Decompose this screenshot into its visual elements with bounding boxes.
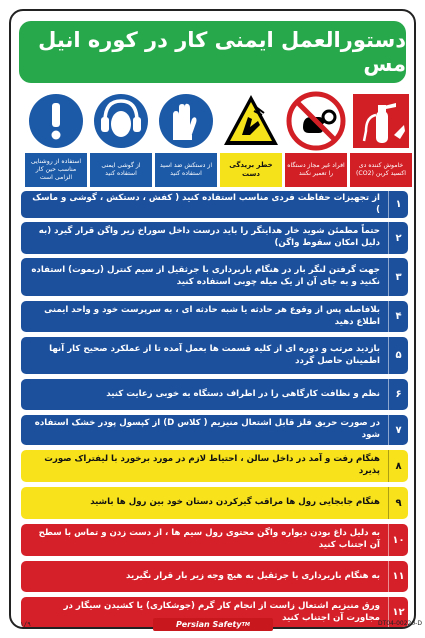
rule-text: جهت گرفتن لنگر بار در هنگام باربرداری با جرثقیل از سیم کنترل (ریموت) استفاده نکنید و به جای آن از یک میله چوبی استفاده کنید bbox=[31, 265, 380, 287]
rule-number: ۶ bbox=[388, 379, 408, 410]
rule-number: ۲ bbox=[388, 222, 408, 254]
brand-name: Persian Safety bbox=[176, 620, 242, 629]
rule-text: بازدید مرتب و دوره ای از کلیه قسمت ها بعمل آمده تا از عملکرد صحیح کار آنها اطمینان حاصل گردد bbox=[49, 343, 380, 366]
sign-title: دستورالعمل ایمنی کار در کوره انیل مس bbox=[19, 21, 406, 83]
mandatory-sign-icon bbox=[25, 91, 87, 151]
icon-label-gloves: از دستکش ضد اسید استفاده کنید bbox=[155, 153, 217, 187]
safety-sign bbox=[9, 9, 416, 629]
rule-row-11 bbox=[21, 561, 408, 592]
rule-number: ۱۲ bbox=[388, 597, 408, 628]
rule-text: بلافاصله پس از وقوع هر حادثه یا شبه حادثه ای ، به سرپرست خود و واحد ایمنی اطلاع دهید bbox=[44, 304, 380, 327]
rule-number: ۴ bbox=[388, 301, 408, 332]
icon-column-ear bbox=[90, 91, 152, 187]
rule-row-3 bbox=[21, 258, 408, 296]
co2-extinguisher-icon bbox=[350, 91, 412, 151]
rule-number: ۹ bbox=[388, 487, 408, 519]
icon-strip bbox=[21, 91, 406, 187]
rule-text: هنگام رفت و آمد در داخل سالن ، احتیاط لازم در مورد برخورد با لیفتراک صورت پذیرد bbox=[44, 454, 380, 476]
rule-row-5 bbox=[21, 337, 408, 374]
icon-label-no-repair: افراد غیر مجاز دستگاه را تعمیر نکنند bbox=[285, 153, 347, 187]
rule-number: ۱۱ bbox=[388, 561, 408, 592]
rule-text: از تجهیزات حفاظت فردی مناسب استفاده کنید ( کفش ، دستکش ، گوشی و ماسک ) bbox=[32, 192, 380, 215]
rule-number: ۷ bbox=[388, 415, 408, 445]
rule-text: به هنگام باربرداری با جرثقیل به هیچ وجه زیر بار قرار نگیرید bbox=[126, 570, 380, 581]
rule-number: ۱ bbox=[388, 191, 408, 218]
footer-page-code: ۱/۹ bbox=[20, 621, 31, 628]
rule-row-7 bbox=[21, 415, 408, 445]
ear-protection-icon bbox=[90, 91, 152, 151]
brand-trademark: TM bbox=[241, 621, 250, 628]
rule-row-9 bbox=[21, 487, 408, 519]
icon-column-mandatory bbox=[25, 91, 87, 187]
icon-label-extinguisher: خاموش کننده دی اکسید کربن (CO2) bbox=[350, 153, 412, 187]
icon-label-ear: از گوشی ایمنی استفاده کنید bbox=[90, 153, 152, 187]
rule-number: ۸ bbox=[388, 450, 408, 482]
rule-row-6 bbox=[21, 379, 408, 410]
rule-number: ۵ bbox=[388, 337, 408, 374]
cutting-hazard-icon bbox=[220, 91, 282, 151]
icon-column-no-repair bbox=[285, 91, 347, 187]
rule-row-2 bbox=[21, 222, 408, 254]
rule-row-1 bbox=[21, 191, 408, 218]
icon-column-extinguisher bbox=[350, 91, 412, 187]
rule-number: ۱۰ bbox=[388, 524, 408, 556]
rule-text: نظم و نظافت کارگاهی را در اطراف دستگاه به خوبی رعایت کنید bbox=[106, 388, 380, 399]
brand-badge bbox=[153, 618, 273, 631]
product-code: DT04-00220-D bbox=[378, 620, 422, 627]
rule-row-8 bbox=[21, 450, 408, 482]
gloves-icon bbox=[155, 91, 217, 151]
rule-row-4 bbox=[21, 301, 408, 332]
rule-number: ۳ bbox=[388, 258, 408, 296]
rule-row-10 bbox=[21, 524, 408, 556]
icon-label-mandatory: استفاده از روشنایی مناسب حین کار الزامی است bbox=[25, 153, 87, 187]
no-repair-icon bbox=[285, 91, 347, 151]
rule-text: ورق منیزیم اشتعال زاست از انجام کار گرم (جوشکاری) یا کشیدن سیگار در مجاورت آن اجتناب کنید bbox=[63, 600, 380, 623]
rule-text: به دلیل داغ بودن دیواره واگن محتوی رول سیم ها ، از دست زدن و تماس با سطح آن اجتناب کنید bbox=[38, 528, 380, 550]
icon-label-cutting: خطر بریدگی دست bbox=[220, 153, 282, 187]
rule-text: هنگام جابجایی رول ها مراقب گیرکردن دستان خود بین رول ها باشید bbox=[90, 497, 380, 508]
rule-text: حتماً مطمئن شوید خار هدایتگر را باید درست داخل سوراخ زیر واگن قرار گیرد (به دلیل امکان سقوط واگن) bbox=[38, 226, 380, 248]
icon-column-cutting bbox=[220, 91, 282, 187]
icon-column-gloves bbox=[155, 91, 217, 187]
rule-text: در صورت حریق فلز قابل اشتعال منیزیم ( کلاس D) از کپسول پودر خشک استفاده شود bbox=[34, 418, 380, 440]
